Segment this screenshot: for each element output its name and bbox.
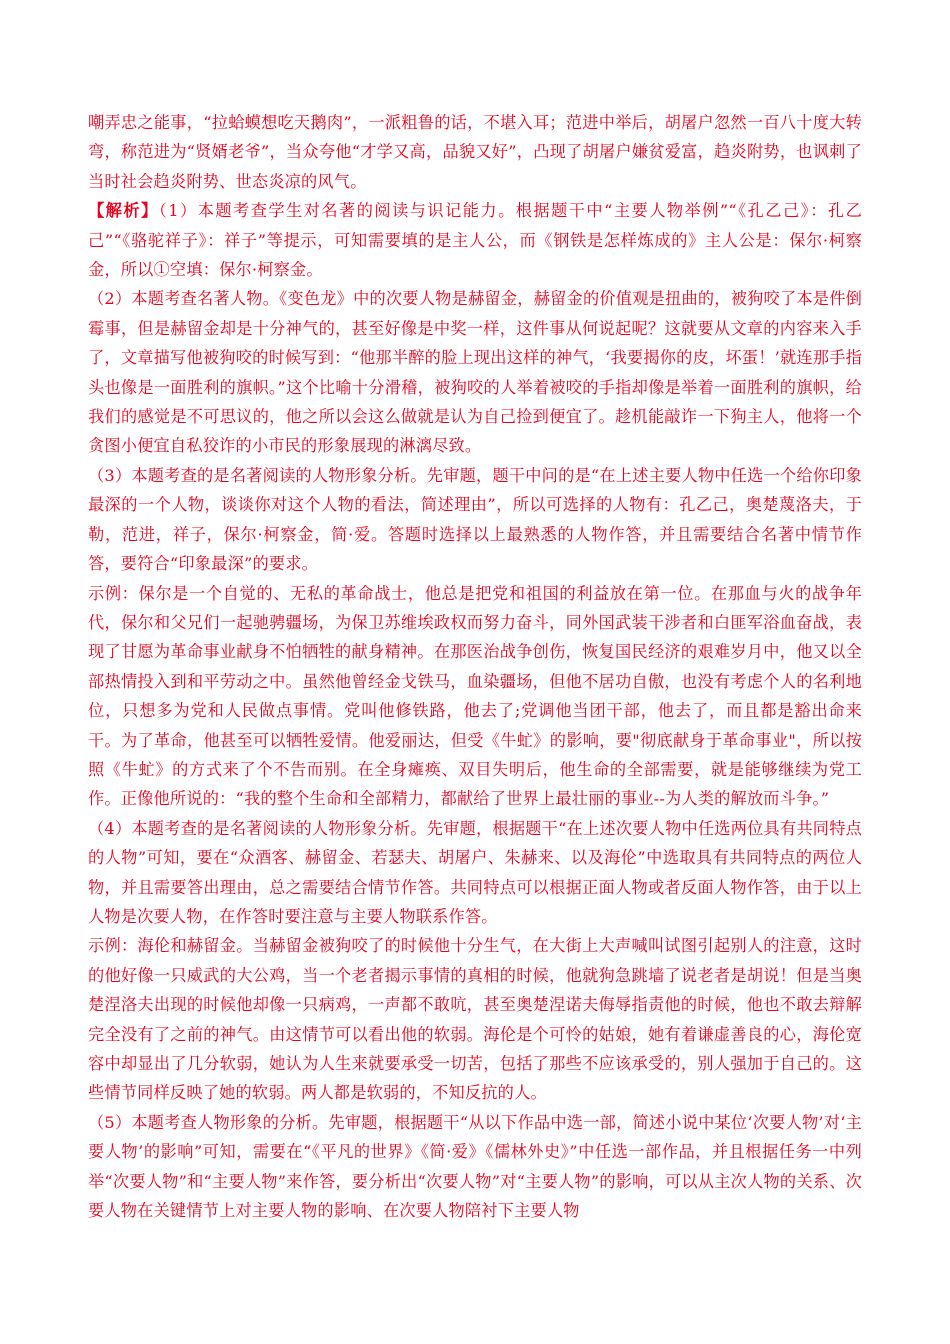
paragraph-analysis-1: [88, 196, 862, 284]
paragraph-text: 嘲弄忠之能事，“拉蛤蟆想吃天鹅肉”，一派粗鲁的话，不堪入耳；范进中举后，胡屠户忽然一百八十度大转弯，称范进为“贤婿老爷”，当众夸他“才学又高，品貌又好”，凸现了胡屠户嫌贫爱富，趋炎附势，也讽刺了当时社会趋炎附势、世态炎凉的风气。: [88, 113, 862, 191]
paragraph-text: 示例：海伦和赫留金。当赫留金被狗咬了的时候他十分生气，在大街上大声喊叫试图引起别人的注意，这时的他好像一只威武的大公鸡，当一个老者揭示事情的真相的时候，他就狗急跳墙了说老者是胡说！但是当奥楚涅洛夫出现的时候他却像一只病鸡，一声都不敢吭，甚至奥楚涅诺夫侮辱指责他的时候，他也不敢去辩解完全没有了之前的神气。由这情节可以看出他的软弱。海伦是个可怜的姑娘，她有着谦虚善良的心，海伦宽容中却显出了几分软弱，她认为人生来就要承受一切苦，包括了那些不应该承受的，别人强加于自己的。这些情节同样反映了她的软弱。两人都是软弱的，不知反抗的人。: [88, 936, 862, 1103]
paragraph-text: （5）本题考查人物形象的分析。先审题，根据题干“从以下作品中选一部，简述小说中某位‘次要人物’对‘主要人物’的影响”可知，需要在“《平凡的世界》《简·爱》《儒林外史》”中任选一部作品，并且根据任务一中列举“次要人物”和“主要人物”来作答，要分析出“次要人物”对“主要人物”的影响，可以从主次人物的关系、次要人物在关键情节上对主要人物的影响、在次要人物陪衬下主要人物: [88, 1112, 862, 1221]
paragraph-analysis-3: [88, 461, 862, 579]
paragraph-text: （4）本题考查的是名著阅读的人物形象分析。先审题，根据题干“在上述次要人物中任选两位具有共同特点的人物”可知，要在“众酒客、赫留金、若瑟夫、胡屠户、朱赫来、以及海伦”中选取具有共同特点的两位人物，并且需要答出理由，总之需要结合情节作答。共同特点可以根据正面人物或者反面人物作答，由于以上人物是次要人物，在作答时要注意与主要人物联系作答。: [88, 818, 862, 926]
paragraph-continuation: [88, 108, 862, 196]
paragraph-analysis-2: [88, 284, 862, 460]
document-page: [88, 108, 862, 1225]
paragraph-text: 示例：保尔是一个自觉的、无私的革命战士，他总是把党和祖国的利益放在第一位。在那血与火的战争年代，保尔和父兄们一起驰骋疆场，为保卫苏维埃政权而努力奋斗，同外国武装干涉者和白匪军浴血奋战，表现了甘愿为革命事业献身不怕牺牲的献身精神。在那医治战争创伤，恢复国民经济的艰难岁月中，他又以全部热情投入到和平劳动之中。虽然他曾经金戈铁马，血染疆场，但他不居功自傲，也没有考虑个人的名利地位，只想多为党和人民做点事情。党叫他修铁路，他去了;党调他当团干部，他去了，而且都是豁出命来干。为了革命，他甚至可以牺牲爱情。他爱丽达，但受《牛虻》的影响，要"彻底献身于革命事业"，所以按照《牛虻》的方式来了个不告而别。在全身瘫痪、双目失明后，他生命的全部需要，就是能够继续为党工作。正像他所说的：“我的整个生命和全部精力，都献给了世界上最壮丽的事业--为人类的解放而斗争。”: [88, 583, 862, 809]
analysis-label: 【解析】: [88, 201, 159, 221]
paragraph-example-4: [88, 931, 862, 1107]
paragraph-text: （3）本题考查的是名著阅读的人物形象分析。先审题，题干中问的是“在上述主要人物中任选一个给你印象最深的一个人物，谈谈你对这个人物的看法，简述理由”，所以可选择的人物有：孔乙己，奥楚蔑洛夫，于勒，范进，祥子，保尔·柯察金，简·爱。答题时选择以上最熟悉的人物作答，并且需要结合名著中情节作答，要符合“印象最深”的要求。: [88, 465, 862, 574]
paragraph-example-3: [88, 579, 862, 814]
paragraph-analysis-5: [88, 1108, 862, 1226]
paragraph-text: （1）本题考查学生对名著的阅读与识记能力。根据题干中“主要人物举例”“《孔乙己》：孔乙己”“《骆驼祥子》：祥子”等提示，可知需要填的是主人公，而《钢铁是怎样炼成的》主人公是：保尔·柯察金，所以①空填：保尔·柯察金。: [88, 201, 862, 280]
paragraph-analysis-4: [88, 814, 862, 932]
paragraph-text: （2）本题考查名著人物。《变色龙》中的次要人物是赫留金，赫留金的价值观是扭曲的，被狗咬了本是件倒霉事，但是赫留金却是十分神气的，甚至好像是中奖一样，这件事从何说起呢？这就要从文章的内容来入手了，文章描写他被狗咬的时候写到：“他那半醉的脸上现出这样的神气，‘我要揭你的皮，坏蛋！’就连那手指头也像是一面胜利的旗帜。”这个比喻十分滑稽，被狗咬的人举着被咬的手指却像是举着一面胜利的旗帜，给我们的感觉是不可思议的，他之所以会这么做就是认为自己捡到便宜了。趁机能敲诈一下狗主人，他将一个贪图小便宜自私狡诈的小市民的形象展现的淋漓尽致。: [88, 289, 862, 456]
